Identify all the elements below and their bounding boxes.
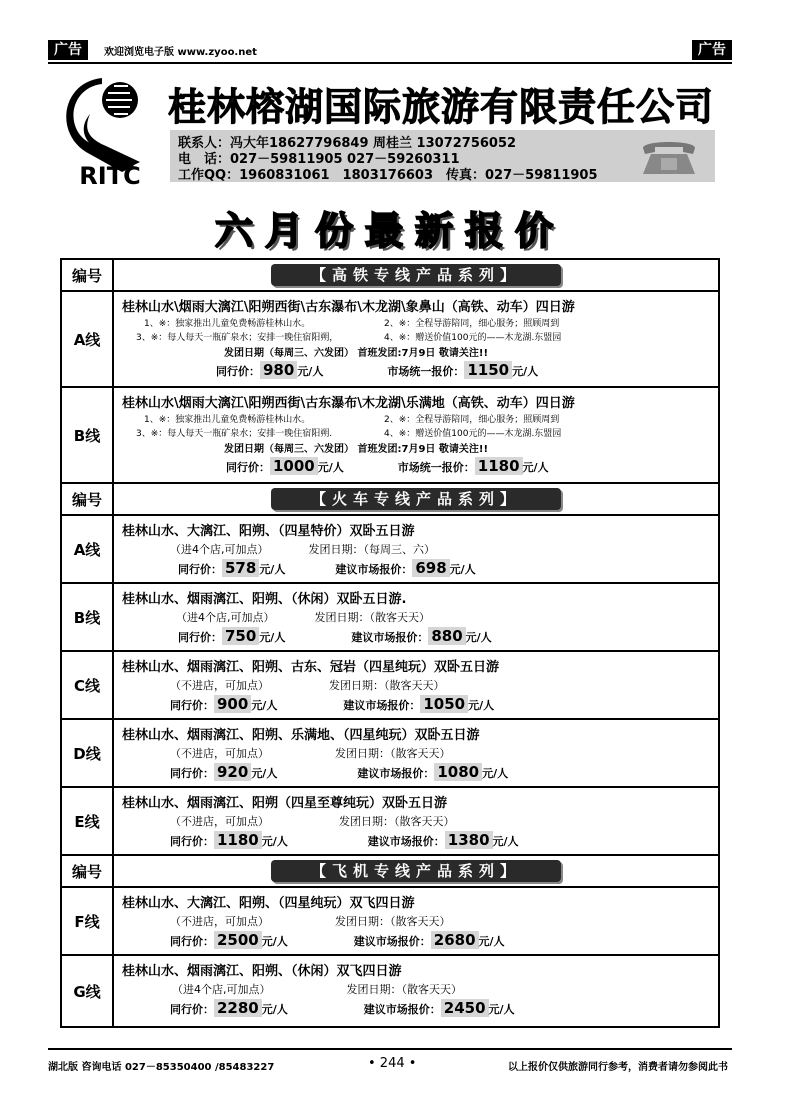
price-unit: 元/人 [449, 563, 476, 576]
table-row [61, 651, 719, 719]
peer-price-label: 同行价： [170, 767, 214, 780]
peer-price-label: 同行价： [178, 563, 222, 576]
depart-dates: 发团日期：（每周三、六） [308, 543, 435, 556]
table-row [61, 887, 719, 955]
route-note: 3、※：每人每天一瓶矿泉水；安排一晚住宿阳朔， [136, 333, 339, 343]
price-unit: 元/人 [488, 1003, 515, 1016]
footer-hotline: 湖北版 咨询电话 027－85350400 /85483227 [48, 1062, 275, 1073]
peer-price: 1180 [214, 831, 262, 849]
code-header: 编号 [61, 259, 113, 291]
route-title: 桂林山水、烟雨漓江、阳朔（四星至尊纯玩）双卧五日游 [122, 796, 448, 811]
contact-phone: 电 话：027－59811905 027－59260311 [178, 152, 460, 167]
route-title: 桂林山水、烟雨漓江、阳朔、（休闲）双飞四日游 [122, 964, 402, 979]
price-unit: 元/人 [492, 835, 519, 848]
table-row [61, 515, 719, 583]
company-name: 桂林榕湖国际旅游有限责任公司 [168, 85, 715, 129]
route-title: 桂林山水\烟雨大漓江\阳朔西街\古东瀑布\木龙湖\象鼻山（高铁、动车）四日游 [122, 300, 575, 315]
price-table [60, 258, 720, 1028]
peer-price: 2500 [214, 931, 262, 949]
route-code: E线 [61, 787, 113, 855]
code-header: 编号 [61, 855, 113, 887]
depart-dates: 发团日期：（散客天天） [335, 915, 451, 928]
logo-text: RITC [79, 162, 141, 186]
shop-note: （进4个店,可加点） [172, 983, 271, 996]
route-title: 桂林山水、烟雨漓江、阳朔、（休闲）双卧五日游. [122, 592, 407, 607]
footer-disclaimer: 以上报价仅供旅游同行参考，消费者请勿参阅此书 [508, 1062, 728, 1073]
route-code: G线 [61, 955, 113, 1027]
price-unit: 元/人 [465, 631, 492, 644]
market-price-label: 建议市场报价： [353, 935, 431, 948]
ad-label-right: 广告 [692, 40, 732, 60]
market-price-label: 建议市场报价： [363, 1003, 441, 1016]
footer [48, 1048, 732, 1080]
shop-note: （不进店，可加点） [170, 815, 269, 828]
shop-note: （不进店，可加点） [170, 679, 269, 692]
route-note: 4、※：赠送价值100元的——木龙湖.东盟园 [384, 333, 562, 343]
route-code: A线 [61, 515, 113, 583]
route-note: 3、※：每人每天一瓶矿泉水；安排一晚住宿阳朔. [136, 429, 333, 439]
route-code: D线 [61, 719, 113, 787]
shop-note: （进4个店,可加点） [170, 543, 269, 556]
section-header-feiji [61, 855, 719, 887]
route-code: B线 [61, 387, 113, 483]
market-price: 1180 [475, 457, 523, 475]
market-price-label: 市场统一报价： [387, 365, 465, 378]
company-header [48, 66, 732, 188]
market-price-label: 建议市场报价： [357, 767, 435, 780]
page-number: • 244 • [368, 1056, 417, 1071]
market-price: 880 [428, 627, 465, 645]
table-row [61, 787, 719, 855]
depart-dates: 发团日期：（散客天天） [335, 747, 451, 760]
peer-price: 1000 [270, 457, 318, 475]
peer-price: 920 [214, 763, 251, 781]
shop-note: （进4个店,可加点） [176, 611, 275, 624]
price-unit: 元/人 [317, 461, 344, 474]
peer-price-label: 同行价： [170, 699, 214, 712]
depart-dates: 发团日期：（散客天天） [346, 983, 462, 996]
contact-box [170, 130, 715, 182]
depart-dates: 发团日期（每周三、六发团） 首班发团:7月9日 敬请关注!! [224, 444, 488, 455]
table-row [61, 955, 719, 1027]
route-code: B线 [61, 583, 113, 651]
price-unit: 元/人 [251, 767, 278, 780]
peer-price: 578 [222, 559, 259, 577]
price-unit: 元/人 [259, 631, 286, 644]
ad-label-left: 广告 [48, 40, 88, 60]
price-unit: 元/人 [261, 935, 288, 948]
table-row [61, 583, 719, 651]
title-area [48, 196, 732, 256]
table-row [61, 387, 719, 483]
price-unit: 元/人 [259, 563, 286, 576]
price-unit: 元/人 [522, 461, 549, 474]
route-code: A线 [61, 291, 113, 387]
route-note: 1、※：独家推出儿童免费畅游桂林山水。 [144, 319, 311, 329]
banner-feiji: 【飞机专线产品系列】 [271, 860, 561, 882]
telephone-icon [637, 138, 701, 176]
route-title: 桂林山水\烟雨大漓江\阳朔西街\古东瀑布\木龙湖\乐满地（高铁、动车）四日游 [122, 396, 575, 411]
market-price: 1380 [445, 831, 493, 849]
market-price: 1080 [434, 763, 482, 781]
page-title: 六月份最新报价 [214, 209, 565, 253]
route-note: 2、※：全程导游陪同，细心服务；照顾周到 [384, 415, 560, 425]
depart-dates: 发团日期：（散客天天） [329, 679, 445, 692]
banner-huoche: 【火车专线产品系列】 [271, 488, 561, 510]
shop-note: （不进店，可加点） [170, 915, 269, 928]
market-price: 1050 [420, 695, 468, 713]
shop-note: （不进店，可加点） [170, 747, 269, 760]
price-unit: 元/人 [468, 699, 495, 712]
contact-qq-fax: 工作QQ：1960831061 1803176603 传真：027－59811905 [178, 168, 598, 183]
top-bar [48, 40, 732, 64]
route-code: C线 [61, 651, 113, 719]
route-note: 4、※：赠送价值100元的——木龙湖.东盟园 [384, 429, 562, 439]
price-unit: 元/人 [261, 1003, 288, 1016]
price-unit: 元/人 [261, 835, 288, 848]
route-title: 桂林山水、烟雨漓江、阳朔、古东、冠岩（四星纯玩）双卧五日游 [122, 660, 500, 675]
route-code: F线 [61, 887, 113, 955]
peer-price-label: 同行价： [170, 1003, 214, 1016]
route-note: 1、※：独家推出儿童免费畅游桂林山水。 [144, 415, 311, 425]
section-header-huoche [61, 483, 719, 515]
price-unit: 元/人 [297, 365, 324, 378]
peer-price-label: 同行价： [170, 935, 214, 948]
peer-price: 980 [260, 361, 297, 379]
banner-gaotie: 【高铁专线产品系列】 [271, 264, 561, 286]
table-row [61, 291, 719, 387]
market-price-label: 建议市场报价： [351, 631, 429, 644]
code-header: 编号 [61, 483, 113, 515]
peer-price-label: 同行价： [170, 835, 214, 848]
price-unit: 元/人 [482, 767, 509, 780]
section-header-gaotie [61, 259, 719, 291]
market-price: 2680 [431, 931, 479, 949]
market-price-label: 建议市场报价： [335, 563, 413, 576]
route-title: 桂林山水、大漓江、阳朔、（四星纯玩）双飞四日游 [122, 896, 415, 911]
market-price: 698 [412, 559, 449, 577]
browse-text: 欢迎浏览电子版 www.zyoo.net [104, 47, 257, 58]
peer-price-label: 同行价： [216, 365, 260, 378]
price-unit: 元/人 [478, 935, 505, 948]
market-price-label: 市场统一报价： [397, 461, 475, 474]
depart-dates: 发团日期：（散客天天） [339, 815, 455, 828]
market-price: 2450 [441, 999, 489, 1017]
route-note: 2、※：全程导游陪同，细心服务；照顾周到 [384, 319, 560, 329]
peer-price: 750 [222, 627, 259, 645]
route-title: 桂林山水、大漓江、阳朔、（四星特价）双卧五日游 [122, 524, 415, 539]
route-title: 桂林山水、烟雨漓江、阳朔、乐满地、（四星纯玩）双卧五日游 [122, 728, 480, 743]
depart-dates: 发团日期（每周三、六发团） 首班发团:7月9日 敬请关注!! [224, 348, 488, 359]
table-row [61, 719, 719, 787]
market-price: 1150 [464, 361, 512, 379]
price-unit: 元/人 [512, 365, 539, 378]
peer-price: 2280 [214, 999, 262, 1017]
depart-dates: 发团日期：（散客天天） [314, 611, 430, 624]
price-unit: 元/人 [251, 699, 278, 712]
peer-price: 900 [214, 695, 251, 713]
market-price-label: 建议市场报价： [343, 699, 421, 712]
ritc-logo [62, 74, 158, 186]
peer-price-label: 同行价： [226, 461, 270, 474]
peer-price-label: 同行价： [178, 631, 222, 644]
market-price-label: 建议市场报价： [367, 835, 445, 848]
contact-persons: 联系人：冯大年18627796849 周桂兰 13072756052 [178, 136, 517, 151]
